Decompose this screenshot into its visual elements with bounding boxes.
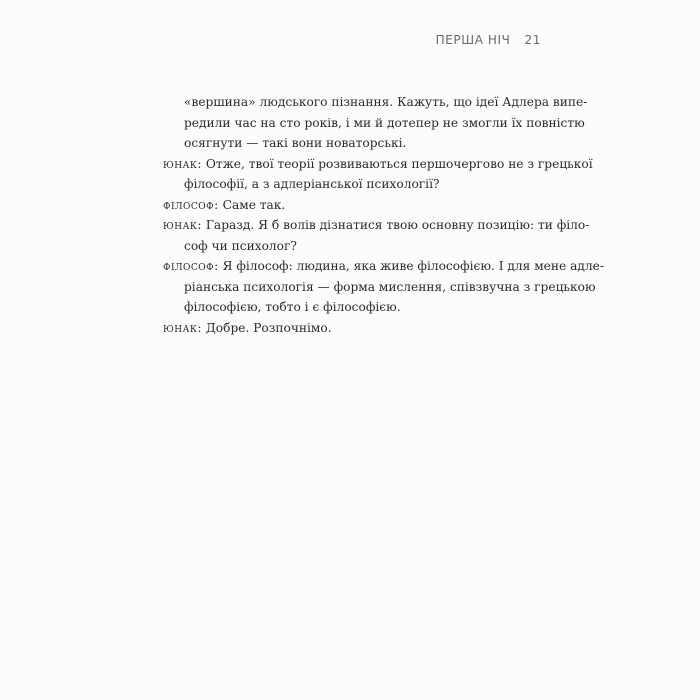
dialogue-youth — [163, 318, 541, 339]
running-header — [436, 33, 541, 47]
dialogue-philosopher — [163, 195, 541, 216]
text-line: «вершина» людського пізнання. Кажуть, що ідеї Адлера випе- — [184, 95, 588, 109]
text-line: філософією, тобто і є філософією. — [184, 300, 401, 314]
speaker-label: філософ: — [163, 259, 219, 273]
speaker-label: юнак: — [163, 218, 202, 232]
text-line: редили час на сто років, і ми й дотепер не змогли їх повністю — [184, 115, 585, 130]
text-line: Добре. Розпочнімо. — [201, 320, 332, 335]
dialogue-youth — [163, 154, 593, 195]
dialogue-philosopher — [163, 256, 604, 318]
paragraph-continuation — [163, 92, 588, 154]
page-number: 21 — [524, 33, 541, 47]
speaker-label: юнак: — [163, 320, 202, 335]
text-line: соф чи психолог? — [184, 238, 297, 253]
text-line: Отже, твої теорії розвиваються першочергово не з грецької — [201, 156, 593, 171]
text-line: Гаразд. Я б волів дізнатися твою основну позицію: ти філо- — [201, 218, 590, 232]
chapter-title: ПЕРША НІЧ — [435, 33, 511, 47]
speaker-label: юнак: — [163, 156, 202, 171]
dialogue-youth — [163, 215, 590, 256]
text-line: Я філософ: людина, яка живе філософією. І для мене адле- — [218, 259, 604, 273]
speaker-label: філософ: — [163, 197, 219, 212]
text-line: філософії, а з адлеріанської психології? — [184, 177, 440, 191]
text-line: Саме так. — [218, 197, 286, 212]
text-line: осягнути — такі вони новаторські. — [184, 136, 407, 150]
page-text — [163, 92, 604, 338]
text-line: ріанська психологія — форма мислення, співзвучна з грецькою — [184, 279, 596, 294]
